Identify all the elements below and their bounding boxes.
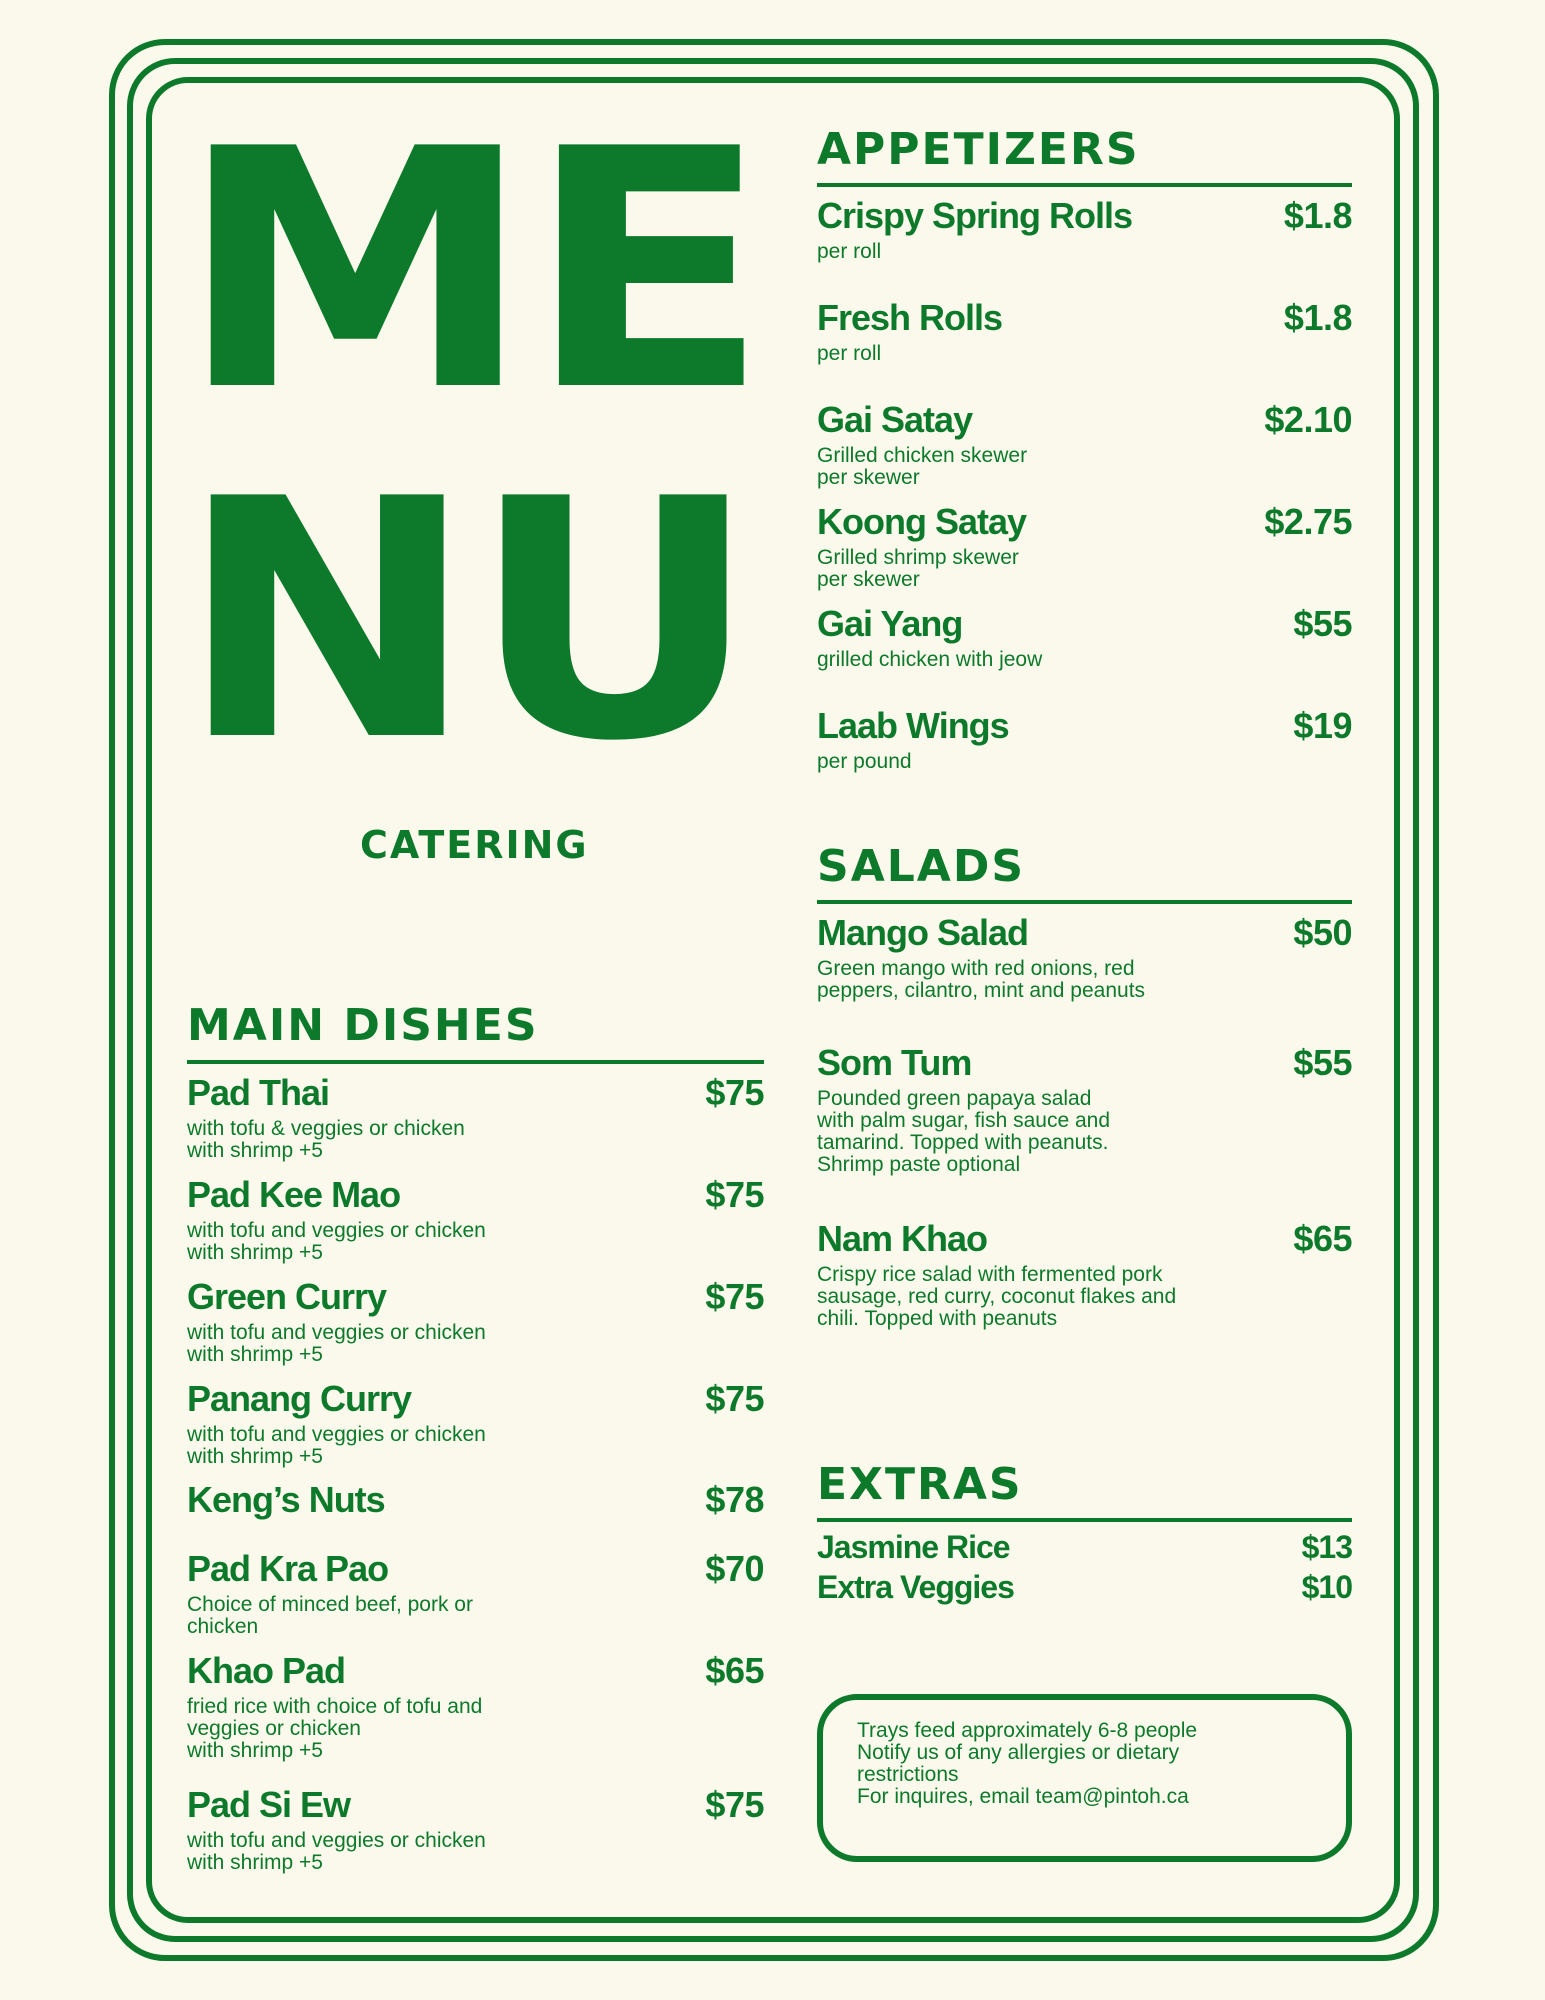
item-price: $2.75 bbox=[1264, 501, 1352, 542]
item-price: $75 bbox=[705, 1174, 764, 1215]
menu-item bbox=[817, 193, 1352, 263]
item-price: $70 bbox=[705, 1548, 764, 1589]
item-description: with tofu and veggies or chicken with shrimp +5 bbox=[187, 1829, 486, 1874]
menu-item bbox=[817, 910, 1352, 1002]
item-description: with tofu & veggies or chicken with shrimp +5 bbox=[187, 1117, 465, 1162]
item-description: Crispy rice salad with fermented pork sausage, red curry, coconut flakes and chili. Topped with peanuts bbox=[817, 1263, 1177, 1330]
menu-item bbox=[817, 397, 1352, 489]
item-description: Grilled chicken skewer per skewer bbox=[817, 444, 1028, 489]
item-description: Pounded green papaya salad with palm sugar, fish sauce and tamarind. Topped with peanuts. Shrimp paste optional bbox=[817, 1087, 1110, 1176]
menu-item bbox=[817, 1216, 1352, 1330]
item-description: fried rice with choice of tofu and veggies or chicken with shrimp +5 bbox=[187, 1695, 483, 1762]
note-line: Notify us of any allergies or dietary restrictions bbox=[857, 1741, 1180, 1786]
item-price: $19 bbox=[1293, 705, 1352, 746]
item-name: Gai Satay bbox=[817, 399, 973, 440]
item-name: Koong Satay bbox=[817, 501, 1027, 542]
menu-item bbox=[187, 1477, 764, 1523]
menu-item bbox=[817, 499, 1352, 591]
item-price: $10 bbox=[1301, 1569, 1352, 1605]
item-name: Som Tum bbox=[817, 1042, 972, 1083]
item-price: $65 bbox=[705, 1650, 764, 1691]
item-description: with tofu and veggies or chicken with shrimp +5 bbox=[187, 1423, 486, 1468]
item-name: Pad Kee Mao bbox=[187, 1174, 401, 1215]
item-price: $75 bbox=[705, 1072, 764, 1113]
item-price: $78 bbox=[705, 1479, 764, 1520]
item-price: $75 bbox=[705, 1276, 764, 1317]
item-name: Green Curry bbox=[187, 1276, 387, 1317]
extra-item bbox=[817, 1567, 1352, 1607]
item-description: per roll bbox=[817, 342, 882, 365]
menu-item bbox=[187, 1274, 764, 1366]
item-description: with tofu and veggies or chicken with shrimp +5 bbox=[187, 1321, 486, 1366]
extras-divider bbox=[817, 1518, 1352, 1522]
item-name: Crispy Spring Rolls bbox=[817, 195, 1133, 236]
main-dishes-divider bbox=[187, 1060, 764, 1064]
menu-title-line-1: ME bbox=[178, 79, 764, 463]
menu-item bbox=[817, 703, 1352, 773]
item-name: Panang Curry bbox=[187, 1378, 412, 1419]
extra-item bbox=[817, 1527, 1352, 1567]
menu-item bbox=[187, 1172, 764, 1264]
item-price: $13 bbox=[1301, 1529, 1352, 1565]
note-line: For inquires, email team@pintoh.ca bbox=[857, 1785, 1189, 1808]
item-price: $55 bbox=[1293, 1042, 1352, 1083]
item-price: $50 bbox=[1293, 912, 1352, 953]
item-price: $1.8 bbox=[1283, 297, 1352, 338]
item-name: Khao Pad bbox=[187, 1650, 346, 1691]
appetizers-heading: APPETIZERS bbox=[817, 124, 1140, 175]
menu-item bbox=[187, 1070, 764, 1162]
appetizers-divider bbox=[817, 183, 1352, 187]
item-price: $75 bbox=[705, 1784, 764, 1825]
extras-heading: EXTRAS bbox=[817, 1459, 1023, 1510]
item-name: Pad Kra Pao bbox=[187, 1548, 389, 1589]
note-line: Trays feed approximately 6-8 people bbox=[857, 1719, 1198, 1742]
item-price: $55 bbox=[1293, 603, 1352, 644]
item-name: Pad Thai bbox=[187, 1072, 330, 1113]
item-name: Laab Wings bbox=[817, 705, 1009, 746]
menu-item bbox=[817, 601, 1352, 671]
menu-item bbox=[187, 1376, 764, 1468]
info-note-box bbox=[817, 1694, 1352, 1862]
item-description: grilled chicken with jeow bbox=[817, 648, 1043, 671]
item-description: per roll bbox=[817, 240, 882, 263]
item-name: Pad Si Ew bbox=[187, 1784, 351, 1825]
menu-title-line-2: NU bbox=[178, 429, 753, 813]
item-price: $75 bbox=[705, 1378, 764, 1419]
item-name: Keng’s Nuts bbox=[187, 1479, 385, 1520]
menu-item bbox=[817, 1040, 1352, 1176]
menu-item bbox=[187, 1648, 764, 1762]
menu-item bbox=[187, 1546, 764, 1638]
item-name: Nam Khao bbox=[817, 1218, 988, 1259]
item-description: Green mango with red onions, red peppers, cilantro, mint and peanuts bbox=[817, 957, 1146, 1002]
salads-heading: SALADS bbox=[817, 841, 1026, 892]
main-dishes-heading: MAIN DISHES bbox=[187, 1000, 539, 1051]
item-price: $2.10 bbox=[1264, 399, 1352, 440]
item-description: Grilled shrimp skewer per skewer bbox=[817, 546, 1019, 591]
item-description: per pound bbox=[817, 750, 912, 773]
salads-divider bbox=[817, 900, 1352, 904]
item-description: with tofu and veggies or chicken with shrimp +5 bbox=[187, 1219, 486, 1264]
item-name: Jasmine Rice bbox=[817, 1529, 1010, 1565]
menu-item bbox=[817, 295, 1352, 365]
item-price: $1.8 bbox=[1283, 195, 1352, 236]
item-name: Extra Veggies bbox=[817, 1569, 1014, 1605]
item-description: Choice of minced beef, pork or chicken bbox=[187, 1593, 473, 1638]
item-name: Fresh Rolls bbox=[817, 297, 1003, 338]
item-price: $65 bbox=[1293, 1218, 1352, 1259]
menu-item bbox=[187, 1782, 764, 1874]
item-name: Mango Salad bbox=[817, 912, 1029, 953]
item-name: Gai Yang bbox=[817, 603, 963, 644]
catering-subtitle: CATERING bbox=[360, 823, 589, 867]
